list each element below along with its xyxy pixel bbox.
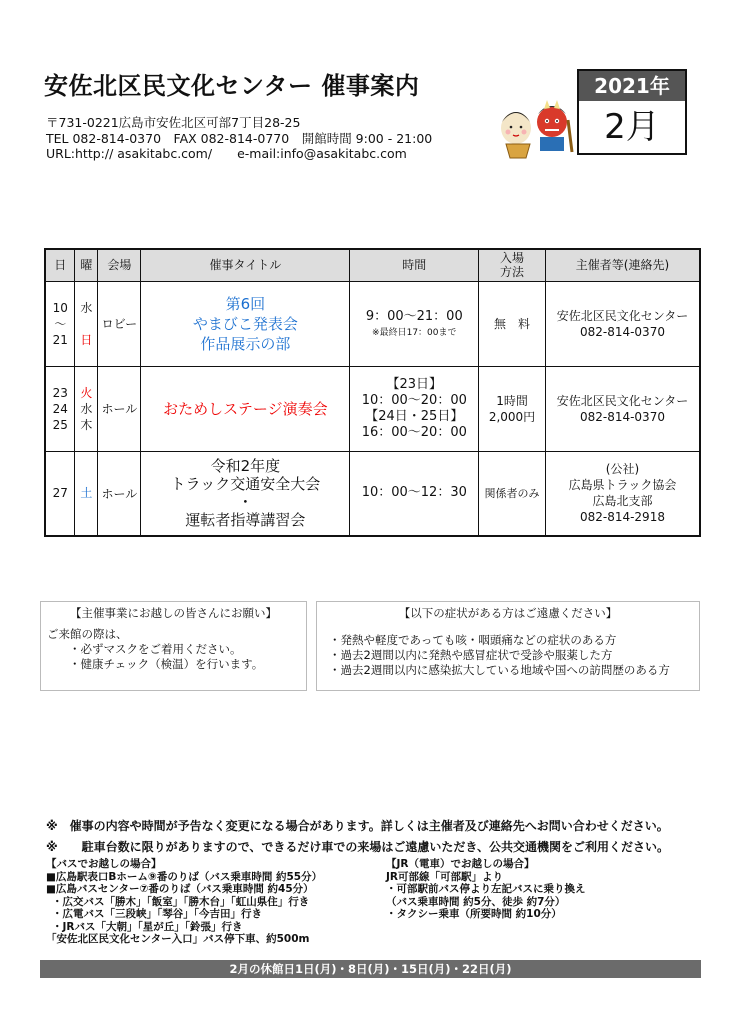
event-venue: ロビー [98,281,141,366]
note-parking: ※ 駐車台数に限りがありますので、できるだけ車での来場はご遠慮いただき、公共交通機関をご利用ください。 [46,840,669,854]
event-venue: ホール [98,451,141,536]
access-bus-line: ・広電バス「三段峡」「琴谷」「今吉田」行き [52,908,262,920]
event-day: 27 [45,451,75,536]
date-box [577,69,687,155]
events-table [44,248,701,537]
web-info: URL:http:// asakitabc.com/ e-mail:info@asakitabc.com [46,146,407,161]
header-title: 催事タイトル [141,249,350,281]
year-label: 2021年 [579,71,685,101]
event-weekday [75,366,98,451]
notice-symptoms-line: ・過去2週間以内に発熱や感冒症状で受診や服薬した方 [329,648,613,662]
header-weekday: 曜 [75,249,98,281]
notice-symptoms-box [316,601,700,691]
event-title: おためしステージ演奏会 [141,366,350,451]
notice-symptoms-line: ・発熱や軽度であっても咳・咽頭痛などの症状のある方 [329,633,617,647]
header-venue: 会場 [98,249,141,281]
event-time-range: 9：00〜21：00 [365,309,463,324]
header-time: 時間 [350,249,479,281]
table-row [45,366,700,451]
notice-symptoms-line: ・過去2週間以内に感染拡大している地域や国への訪問歴のある方 [329,663,670,677]
access-bus-line: ■広島駅表口Bホーム⑨番のりば（バス乗車時間 約55分） [46,870,323,883]
setsubun-mascot-icon [494,100,574,160]
access-bus-line: 「安佐北区民文化センター入口」バス停下車、約500m [46,933,310,945]
access-jr-line: ・可部駅前バス停より左記バスに乗り換え [386,883,586,895]
weekday-end: 日 [80,332,93,347]
notice-symptoms-heading: 【以下の症状がある方はご遠慮ください】 [398,606,618,620]
weekday-start: 水 [80,300,93,315]
weekday-start: 火 [80,385,93,400]
access-bus [46,858,322,946]
event-admission: 1時間 2,000円 [479,366,546,451]
closed-days-footer: 2月の休館日1日(月)・8日(月)・15日(月)・22日(月) [40,960,701,978]
event-time [350,281,479,366]
event-organizer: 安佐北区民文化センター 082-814-0370 [545,281,700,366]
note-schedule-change: ※ 催事の内容や時間が予告なく変更になる場合があります。詳しくは主催者及び連絡先へお問い合わせください。 [46,819,669,833]
event-organizer: 安佐北区民文化センター 082-814-0370 [545,366,700,451]
event-admission: 無 料 [479,281,546,366]
event-day: 10 〜 21 [45,281,75,366]
event-time: 10：00〜12：30 [350,451,479,536]
month-label: 2月 [604,107,660,147]
contact-info: TEL 082-814-0370 FAX 082-814-0770 開館時間 9:00 - 21:00 [46,131,433,146]
notice-request-box [40,601,307,691]
table-header-row [45,249,700,281]
event-venue: ホール [98,366,141,451]
table-row [45,281,700,366]
access-jr-line: JR可部線「可部駅」より [386,870,503,883]
header-organizer: 主催者等(連絡先) [545,249,700,281]
access-jr [386,858,586,921]
event-time-note: ※最終日17：00まで [372,328,457,338]
access-bus-line: 【バスでお越しの場合】 [46,858,162,870]
table-row [45,451,700,536]
access-jr-line: （バス乗車時間 約5分、徒歩 約7分） [386,895,566,908]
access-bus-line: ・JRバス「大朝」「星が丘」「鈴張」行き [52,920,243,933]
access-bus-line: ■広島バスセンター⑦番のりば（バス乗車時間 約45分） [46,883,314,895]
notice-request-line: ・必ずマスクをご着用ください。 [69,642,242,656]
notice-request-line: ・健康チェック（検温）を行います。 [69,657,264,671]
event-weekday [75,281,98,366]
access-jr-line: ・タクシー乗車（所要時間 約10分） [386,908,562,920]
event-day: 23 24 25 [45,366,75,451]
event-weekday: 土 [75,451,98,536]
header-day: 日 [45,249,75,281]
event-title: 第6回 やまびこ発表会 作品展示の部 [141,281,350,366]
header-admission: 入場 方法 [479,249,546,281]
event-title: 令和2年度 トラック交通安全大会 ・ 運転者指導講習会 [141,451,350,536]
notice-request-heading: 【主催事業にお越しの皆さんにお願い】 [70,606,277,620]
access-bus-line: ・広交バス「勝木」「飯室」「勝木台」「虹山県住」行き [52,895,310,908]
weekday-end: 水 木 [80,401,93,432]
event-admission: 関係者のみ [479,451,546,536]
page-title: 安佐北区民文化センター 催事案内 [44,72,420,100]
event-time: 【23日】 10：00〜20：00 【24日・25日】 16：00〜20：00 [350,366,479,451]
event-organizer: (公社) 広島県トラック協会 広島北支部 082-814-2918 [545,451,700,536]
notice-request-line: ご来館の際は、 [47,627,128,641]
address: 〒731-0221広島市安佐北区可部7丁目28-25 [46,115,301,130]
access-jr-line: 【JR（電車）でお越しの場合】 [386,858,535,870]
